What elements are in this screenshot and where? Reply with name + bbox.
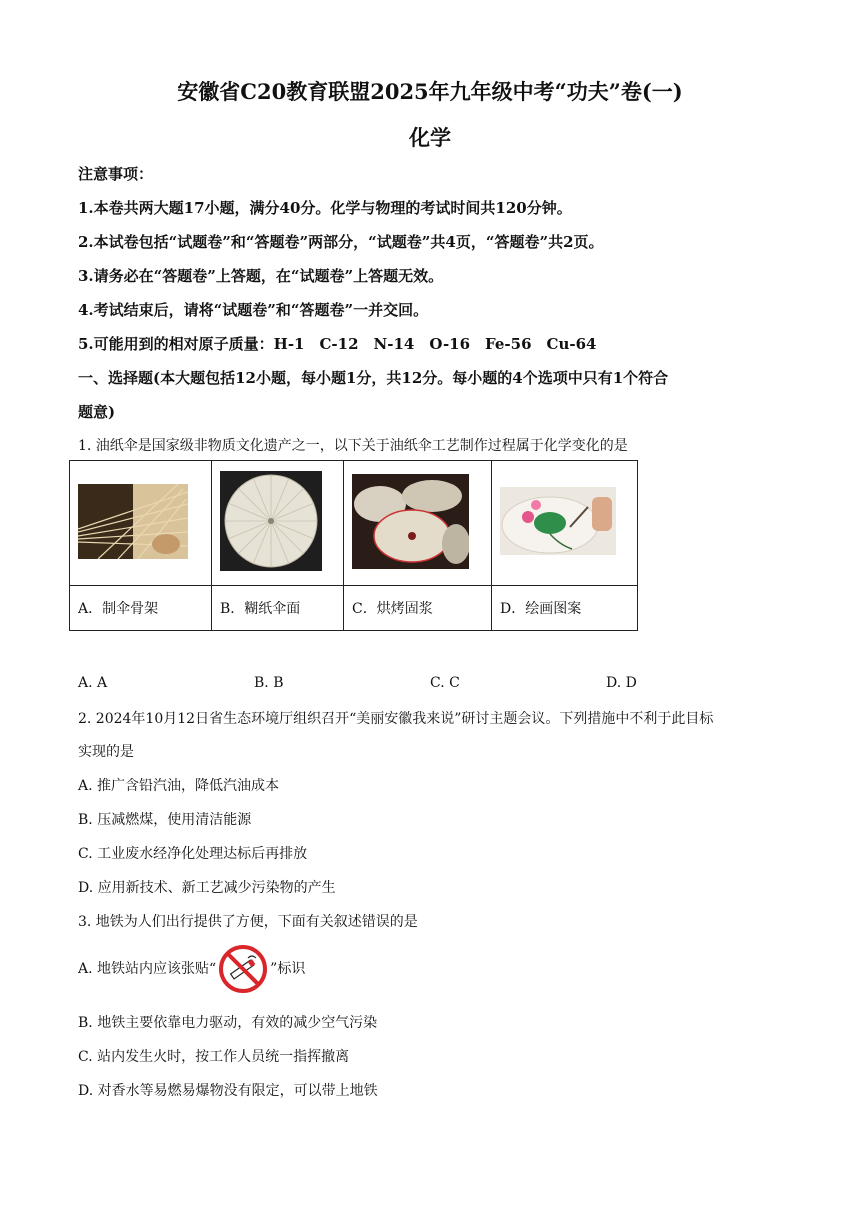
section-heading-line2: 题意) bbox=[78, 403, 116, 421]
q1-choice-c[interactable]: C. C bbox=[430, 675, 460, 691]
q3-option-b[interactable]: B. 地铁主要依靠电力驱动，有效的减少空气污染 bbox=[78, 1015, 378, 1031]
section-heading-line1: 一、选择题(本大题包括12小题，每小题1分，共12分。每小题的4个选项中只有1个符合 bbox=[78, 369, 669, 387]
q1-label-d: D．绘画图案 bbox=[492, 586, 638, 631]
q3-option-c[interactable]: C. 站内发生火时，按工作人员统一指挥撤离 bbox=[78, 1049, 350, 1065]
q2-option-b[interactable]: B. 压减燃煤，使用清洁能源 bbox=[78, 812, 252, 828]
q2-option-d[interactable]: D. 应用新技术、新工艺减少污染物的产生 bbox=[78, 880, 336, 896]
q2-option-a[interactable]: A. 推广含铅汽油，降低汽油成本 bbox=[78, 778, 280, 794]
q1-image-cell-b bbox=[212, 461, 344, 586]
q1-label-b: B．糊纸伞面 bbox=[212, 586, 344, 631]
note-4: 4.考试结束后，请将“试题卷”和“答题卷”一并交回。 bbox=[78, 301, 429, 319]
q3-option-d[interactable]: D. 对香水等易燃易爆物没有限定，可以带上地铁 bbox=[78, 1083, 378, 1099]
q1-choice-b[interactable]: B. B bbox=[254, 675, 284, 691]
q1-label-a: A．制伞骨架 bbox=[70, 586, 212, 631]
notes-heading: 注意事项： bbox=[78, 165, 154, 183]
q2-stem-line1: 2. 2024年10月12日省生态环境厅组织召开“美丽安徽我来说”研讨主题会议。下列措施中不利于此目标 bbox=[78, 711, 714, 727]
q1-image-cell-d bbox=[492, 461, 638, 586]
drying-umbrellas-photo bbox=[352, 474, 469, 569]
note-5: 5.可能用到的相对原子质量：H-1 C-12 N-14 O-16 Fe-56 Cu-64 bbox=[78, 335, 597, 353]
painting-umbrella-photo bbox=[500, 487, 616, 555]
q1-label-c: C．烘烤固浆 bbox=[344, 586, 492, 631]
paper-umbrella-photo bbox=[220, 471, 322, 571]
no-smoking-icon bbox=[218, 944, 268, 994]
q2-stem-line2: 实现的是 bbox=[78, 744, 134, 760]
q1-choice-a[interactable]: A. A bbox=[78, 675, 108, 691]
note-2: 2.本试卷包括“试题卷”和“答题卷”两部分，“试题卷”共4页，“答题卷”共2页。 bbox=[78, 233, 604, 251]
q1-image-cell-a bbox=[70, 461, 212, 586]
q1-image-cell-c bbox=[344, 461, 492, 586]
note-1: 1.本卷共两大题17小题，满分40分。化学与物理的考试时间共120分钟。 bbox=[78, 199, 572, 217]
q1-stem: 1. 油纸伞是国家级非物质文化遗产之一，以下关于油纸伞工艺制作过程属于化学变化的是 bbox=[78, 438, 628, 454]
note-3: 3.请务必在“答题卷”上答题，在“试题卷”上答题无效。 bbox=[78, 267, 444, 285]
exam-title: 安徽省C20教育联盟2025年九年级中考“功夫”卷(一) bbox=[177, 79, 683, 104]
q2-option-c[interactable]: C. 工业废水经净化处理达标后再排放 bbox=[78, 846, 308, 862]
subject-title: 化学 bbox=[409, 125, 451, 150]
umbrella-frame-photo bbox=[78, 484, 188, 559]
q3-stem: 3. 地铁为人们出行提供了方便，下面有关叙述错误的是 bbox=[78, 914, 418, 930]
q3-option-a-text-before: A. 地铁站内应该张贴“ bbox=[78, 961, 217, 977]
q1-choice-d[interactable]: D. D bbox=[606, 675, 637, 691]
q3-option-a[interactable] bbox=[78, 943, 305, 995]
q3-option-a-text-after: ”标识 bbox=[270, 961, 306, 977]
q1-option-table bbox=[69, 460, 638, 631]
